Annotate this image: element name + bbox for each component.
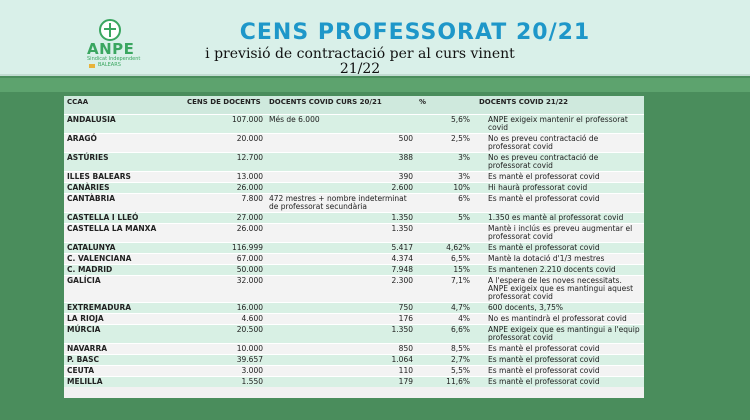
- cell-plan: Es mantè el professorat covid: [476, 343, 644, 354]
- cell-cens: 107.000: [184, 114, 266, 133]
- cell-cens: 67.000: [184, 253, 266, 264]
- cell-cens: 16.000: [184, 302, 266, 313]
- cell-ccaa: NAVARRA: [64, 343, 184, 354]
- cell-cens: 50.000: [184, 264, 266, 275]
- table-body: [64, 114, 644, 387]
- cell-pct: 5,5%: [416, 365, 476, 376]
- cell-plan: Es mantè el professorat covid: [476, 376, 644, 387]
- cell-pct: 5,6%: [416, 114, 476, 133]
- header-covid: DOCENTS COVID CURS 20/21: [266, 96, 416, 114]
- cell-ccaa: ANDALUSIA: [64, 114, 184, 133]
- anpe-logo: [87, 17, 163, 68]
- header-banner: [0, 0, 750, 76]
- cell-covid: 2.600: [266, 182, 416, 193]
- table-row: [64, 354, 644, 365]
- cell-covid: Més de 6.000: [266, 114, 416, 133]
- cell-pct: 4,62%: [416, 242, 476, 253]
- page-subtitle: i previsió de contractació per al curs vinent 21/22: [205, 46, 515, 77]
- cell-plan: No es preveu contractació de professorat covid: [476, 152, 644, 171]
- table-row: [64, 365, 644, 376]
- cell-pct: 6,5%: [416, 253, 476, 264]
- cell-cens: 12.700: [184, 152, 266, 171]
- cell-plan: Hi haurà professorat covid: [476, 182, 644, 193]
- cell-plan: 600 docents, 3,75%: [476, 302, 644, 313]
- table-row: [64, 275, 644, 302]
- cell-pct: 6,6%: [416, 324, 476, 343]
- table-row: [64, 302, 644, 313]
- cell-covid: 110: [266, 365, 416, 376]
- cell-covid: 388: [266, 152, 416, 171]
- cell-ccaa: CATALUNYA: [64, 242, 184, 253]
- header-pct: %: [416, 96, 476, 114]
- cell-cens: 1.550: [184, 376, 266, 387]
- table-row: [64, 242, 644, 253]
- cell-ccaa: CEUTA: [64, 365, 184, 376]
- table-row: [64, 376, 644, 387]
- cell-plan: ANPE exigeix mantenir el professorat covid: [476, 114, 644, 133]
- cell-ccaa: MÚRCIA: [64, 324, 184, 343]
- cell-pct: 3%: [416, 171, 476, 182]
- table-row: [64, 264, 644, 275]
- separator-band: [0, 78, 750, 92]
- table-row: [64, 223, 644, 242]
- cell-ccaa: C. MADRID: [64, 264, 184, 275]
- cell-cens: 20.500: [184, 324, 266, 343]
- cell-cens: 27.000: [184, 212, 266, 223]
- cell-pct: 11,6%: [416, 376, 476, 387]
- cell-covid: 7.948: [266, 264, 416, 275]
- cell-plan: No es preveu contractació de professorat covid: [476, 133, 644, 152]
- cell-covid: 1.350: [266, 223, 416, 242]
- table-row: [64, 171, 644, 182]
- cell-cens: 20.000: [184, 133, 266, 152]
- cell-plan: Mantè i inclús es preveu augmentar el professorat covid: [476, 223, 644, 242]
- cell-pct: 4%: [416, 313, 476, 324]
- cell-plan: Es mantè el professorat covid: [476, 354, 644, 365]
- cell-pct: 7,1%: [416, 275, 476, 302]
- cell-cens: 26.000: [184, 182, 266, 193]
- cell-ccaa: CASTELLA LA MANXA: [64, 223, 184, 242]
- cell-covid: 179: [266, 376, 416, 387]
- cell-cens: 32.000: [184, 275, 266, 302]
- header-plan: DOCENTS COVID 21/22: [476, 96, 644, 114]
- cell-cens: 4.600: [184, 313, 266, 324]
- table-header-row: [64, 96, 644, 114]
- table-row: [64, 253, 644, 264]
- table-row: [64, 313, 644, 324]
- cell-ccaa: ASTÚRIES: [64, 152, 184, 171]
- cell-plan: ANPE exigeix que es mantingui a l'equip professorat covid: [476, 324, 644, 343]
- cell-covid: 500: [266, 133, 416, 152]
- table-row: [64, 193, 644, 212]
- cell-pct: 10%: [416, 182, 476, 193]
- cell-ccaa: ILLES BALEARS: [64, 171, 184, 182]
- cell-ccaa: ARAGÓ: [64, 133, 184, 152]
- cell-pct: 2,7%: [416, 354, 476, 365]
- cell-cens: 7.800: [184, 193, 266, 212]
- cell-covid: 1.064: [266, 354, 416, 365]
- cell-covid: 2.300: [266, 275, 416, 302]
- cell-pct: 6%: [416, 193, 476, 212]
- cell-covid: 850: [266, 343, 416, 354]
- cell-pct: 3%: [416, 152, 476, 171]
- cell-plan: Es mantè el professorat covid: [476, 193, 644, 212]
- cell-covid: 1.350: [266, 212, 416, 223]
- header-cens: CENS DE DOCENTS: [184, 96, 266, 114]
- cell-plan: Es mantè el professorat covid: [476, 365, 644, 376]
- page-title: CENS PROFESSORAT 20/21: [239, 20, 591, 45]
- cell-covid: 5.417: [266, 242, 416, 253]
- cell-ccaa: CANÀRIES: [64, 182, 184, 193]
- cell-pct: 15%: [416, 264, 476, 275]
- cell-covid: 176: [266, 313, 416, 324]
- cell-ccaa: EXTREMADURA: [64, 302, 184, 313]
- table-row: [64, 212, 644, 223]
- logo-cross-icon: [99, 19, 121, 41]
- cell-pct: 4,7%: [416, 302, 476, 313]
- cell-ccaa: MELILLA: [64, 376, 184, 387]
- table-row: [64, 324, 644, 343]
- cell-cens: 13.000: [184, 171, 266, 182]
- cell-cens: 26.000: [184, 223, 266, 242]
- cell-plan: No es mantindrà el professorat covid: [476, 313, 644, 324]
- cell-covid: 4.374: [266, 253, 416, 264]
- cell-ccaa: CANTÀBRIA: [64, 193, 184, 212]
- flag-icon: [89, 64, 95, 68]
- cell-covid: 390: [266, 171, 416, 182]
- cell-ccaa: C. VALENCIANA: [64, 253, 184, 264]
- teachers-census-table: [64, 96, 644, 387]
- cell-ccaa: LA RIOJA: [64, 313, 184, 324]
- cell-ccaa: P. BASC: [64, 354, 184, 365]
- table-row: [64, 114, 644, 133]
- cell-cens: 39.657: [184, 354, 266, 365]
- cell-cens: 10.000: [184, 343, 266, 354]
- cell-pct: 8,5%: [416, 343, 476, 354]
- logo-name: ANPE: [87, 40, 135, 58]
- cell-pct: [416, 223, 476, 242]
- cell-cens: 3.000: [184, 365, 266, 376]
- cell-plan: Es mantè el professorat covid: [476, 171, 644, 182]
- logo-region: BALEARS: [98, 62, 121, 68]
- cell-cens: 116.999: [184, 242, 266, 253]
- cell-ccaa: GALÍCIA: [64, 275, 184, 302]
- cell-plan: Es mantè el professorat covid: [476, 242, 644, 253]
- cell-pct: 5%: [416, 212, 476, 223]
- table-row: [64, 152, 644, 171]
- header-ccaa: CCAA: [64, 96, 184, 114]
- table-row: [64, 133, 644, 152]
- cell-covid: 750: [266, 302, 416, 313]
- cell-ccaa: CASTELLA I LLEÓ: [64, 212, 184, 223]
- cell-plan: Mantè la dotació d'1/3 mestres: [476, 253, 644, 264]
- cell-covid: 472 mestres + nombre indeterminat de professorat secundària: [266, 193, 416, 212]
- data-table-container: [64, 96, 644, 398]
- table-row: [64, 343, 644, 354]
- cell-plan: 1.350 es mantè al professorat covid: [476, 212, 644, 223]
- cell-covid: 1.350: [266, 324, 416, 343]
- cell-plan: Es mantenen 2.210 docents covid: [476, 264, 644, 275]
- cell-pct: 2,5%: [416, 133, 476, 152]
- cell-plan: A l'espera de les noves necessitats. ANPE exigeix que es mantingui aquest professorat covid: [476, 275, 644, 302]
- table-row: [64, 182, 644, 193]
- logo-subtitle: Sindicat Independent: [87, 56, 141, 62]
